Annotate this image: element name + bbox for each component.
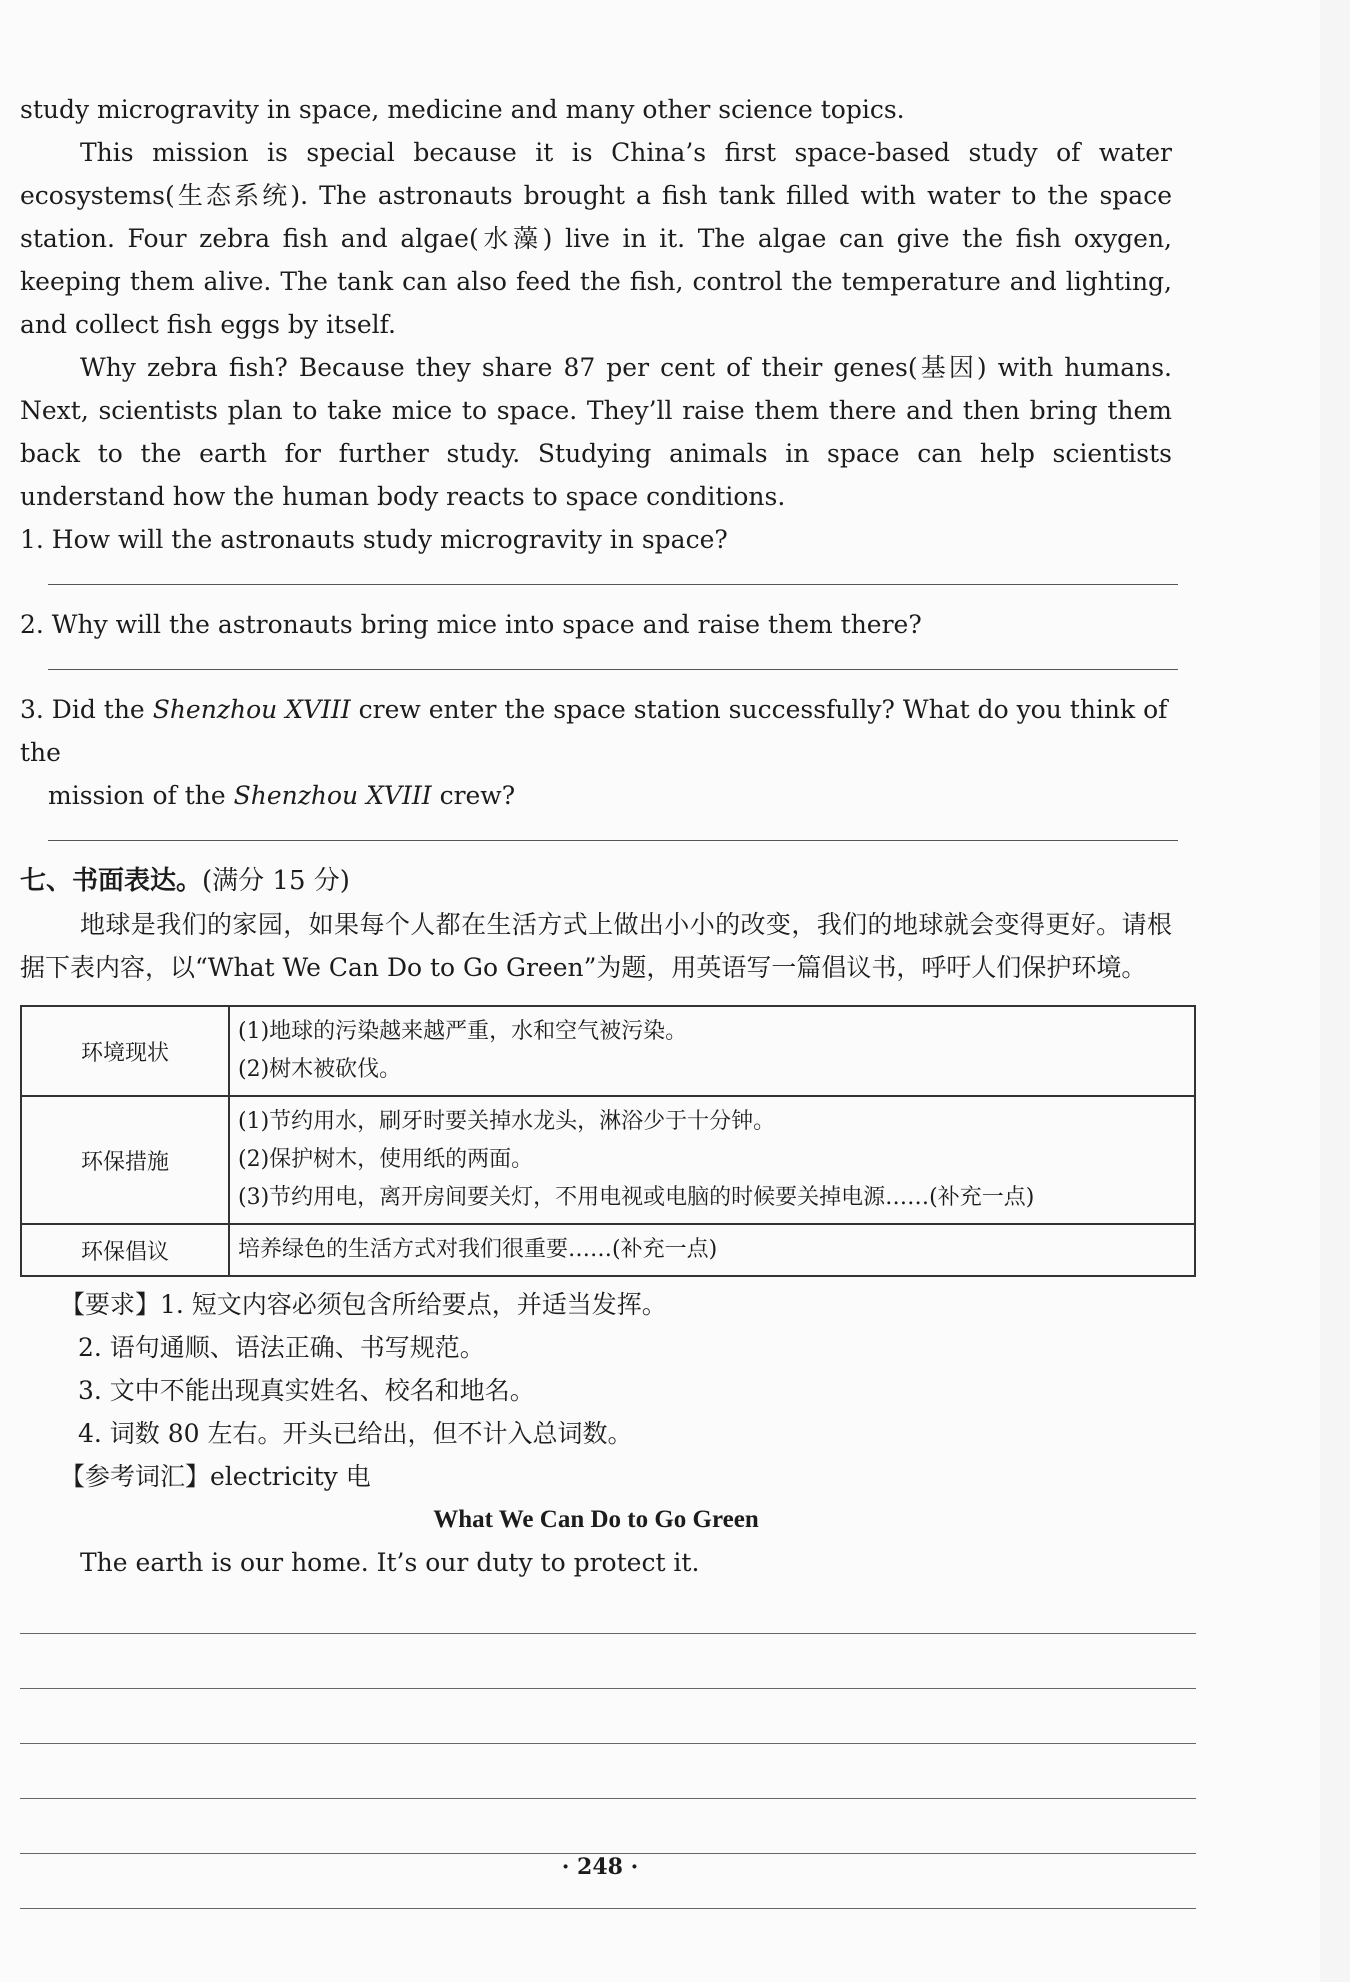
requirement-3: 3. 文中不能出现真实姓名、校名和地名。: [78, 1376, 535, 1405]
requirement-1: 【要求】1. 短文内容必须包含所给要点，并适当发挥。: [60, 1290, 667, 1319]
q3-shenzhou-2: Shenzhou: [233, 781, 359, 810]
q3-shenzhou: Shenzhou: [152, 695, 278, 724]
writing-line[interactable]: [20, 1742, 1196, 1744]
table-row-items: [229, 1096, 1195, 1224]
table-item: (3)节约用电，离开房间要关灯，不用电视或电脑的时候要关掉电源……(补充一点): [238, 1185, 1035, 1210]
reference-vocab: 【参考词汇】electricity 电: [60, 1462, 371, 1491]
requirement-4: 4. 词数 80 左右。开头已给出，但不计入总词数。: [78, 1419, 633, 1448]
writing-line[interactable]: [20, 1907, 1196, 1909]
table-item: (1)节约用水，刷牙时要关掉水龙头，淋浴少于十分钟。: [238, 1109, 776, 1134]
reading-paragraph-1: This mission is special because it is China’s first space-based study of water ecosystems(生态系统). The astronauts brought a fish tank filled with water to the space station. Four zebra fish and algae(水藻) live in it. The algae can give the fish oxygen, keeping them alive. The tank can also feed the fish, control the temperature and lighting, and collect fish eggs by itself.: [20, 138, 1172, 339]
q3-text-e: mission of the: [48, 781, 226, 810]
q3-numeral-2: XVIII: [366, 781, 432, 810]
q3-text-d: crew enter the space station successfully? What do you think of the: [20, 695, 1168, 767]
question-3: [20, 688, 1172, 774]
table-item: 培养绿色的生活方式对我们很重要……(补充一点): [238, 1237, 718, 1262]
table-item: (2)树木被砍伐。: [238, 1057, 402, 1082]
reading-paragraph-0: study microgravity in space, medicine and many other science topics.: [20, 95, 905, 124]
table-row: [21, 1006, 1195, 1096]
question-1: 1. How will the astronauts study microgravity in space?: [20, 525, 728, 554]
page-number: · 248 ·: [561, 1854, 639, 1880]
question-2: 2. Why will the astronauts bring mice into space and raise them there?: [20, 610, 922, 639]
table-item: (1)地球的污染越来越严重，水和空气被污染。: [238, 1019, 688, 1044]
answer-line-2[interactable]: [48, 668, 1178, 670]
content-table: [20, 1005, 1196, 1277]
section-score: (满分 15 分): [202, 866, 350, 896]
writing-line[interactable]: [20, 1632, 1196, 1634]
writing-line[interactable]: [20, 1687, 1196, 1689]
q3-text-a: 3. Did the: [20, 695, 145, 724]
requirement-2: 2. 语句通顺、语法正确、书写规范。: [78, 1333, 485, 1362]
section-heading: [20, 859, 1172, 903]
table-row-label: 环境现状: [21, 1006, 229, 1096]
section-intro: 地球是我们的家园，如果每个人都在生活方式上做出小小的改变，我们的地球就会变得更好。请根据下表内容，以“What We Can Do to Go Green”为题，用英语写一篇倡议书，呼吁人们保护环境。: [20, 910, 1172, 982]
section-title: 七、书面表达。: [20, 866, 203, 896]
q3-text-h: crew?: [439, 781, 516, 810]
essay-title: What We Can Do to Go Green: [433, 1506, 759, 1533]
answer-line-3[interactable]: [48, 839, 1178, 841]
reading-paragraph-2: Why zebra fish? Because they share 87 per cent of their genes(基因) with humans. Next, scientists plan to take mice to space. They’ll raise them there and then bring them back to the earth for further study. Studying animals in space can help scientists understand how the human body reacts to space conditions.: [20, 353, 1172, 511]
table-row: [21, 1224, 1195, 1276]
q3-numeral: XVIII: [285, 695, 351, 724]
essay-opening: The earth is our home. It’s our duty to protect it.: [80, 1548, 700, 1577]
question-3-continued: [20, 774, 1172, 817]
table-row-items: [229, 1224, 1195, 1276]
table-row-label: 环保倡议: [21, 1224, 229, 1276]
writing-line[interactable]: [20, 1797, 1196, 1799]
table-row-label: 环保措施: [21, 1096, 229, 1224]
answer-line-1[interactable]: [48, 583, 1178, 585]
table-row: [21, 1096, 1195, 1224]
table-row-items: [229, 1006, 1195, 1096]
table-item: (2)保护树木，使用纸的两面。: [238, 1147, 534, 1172]
